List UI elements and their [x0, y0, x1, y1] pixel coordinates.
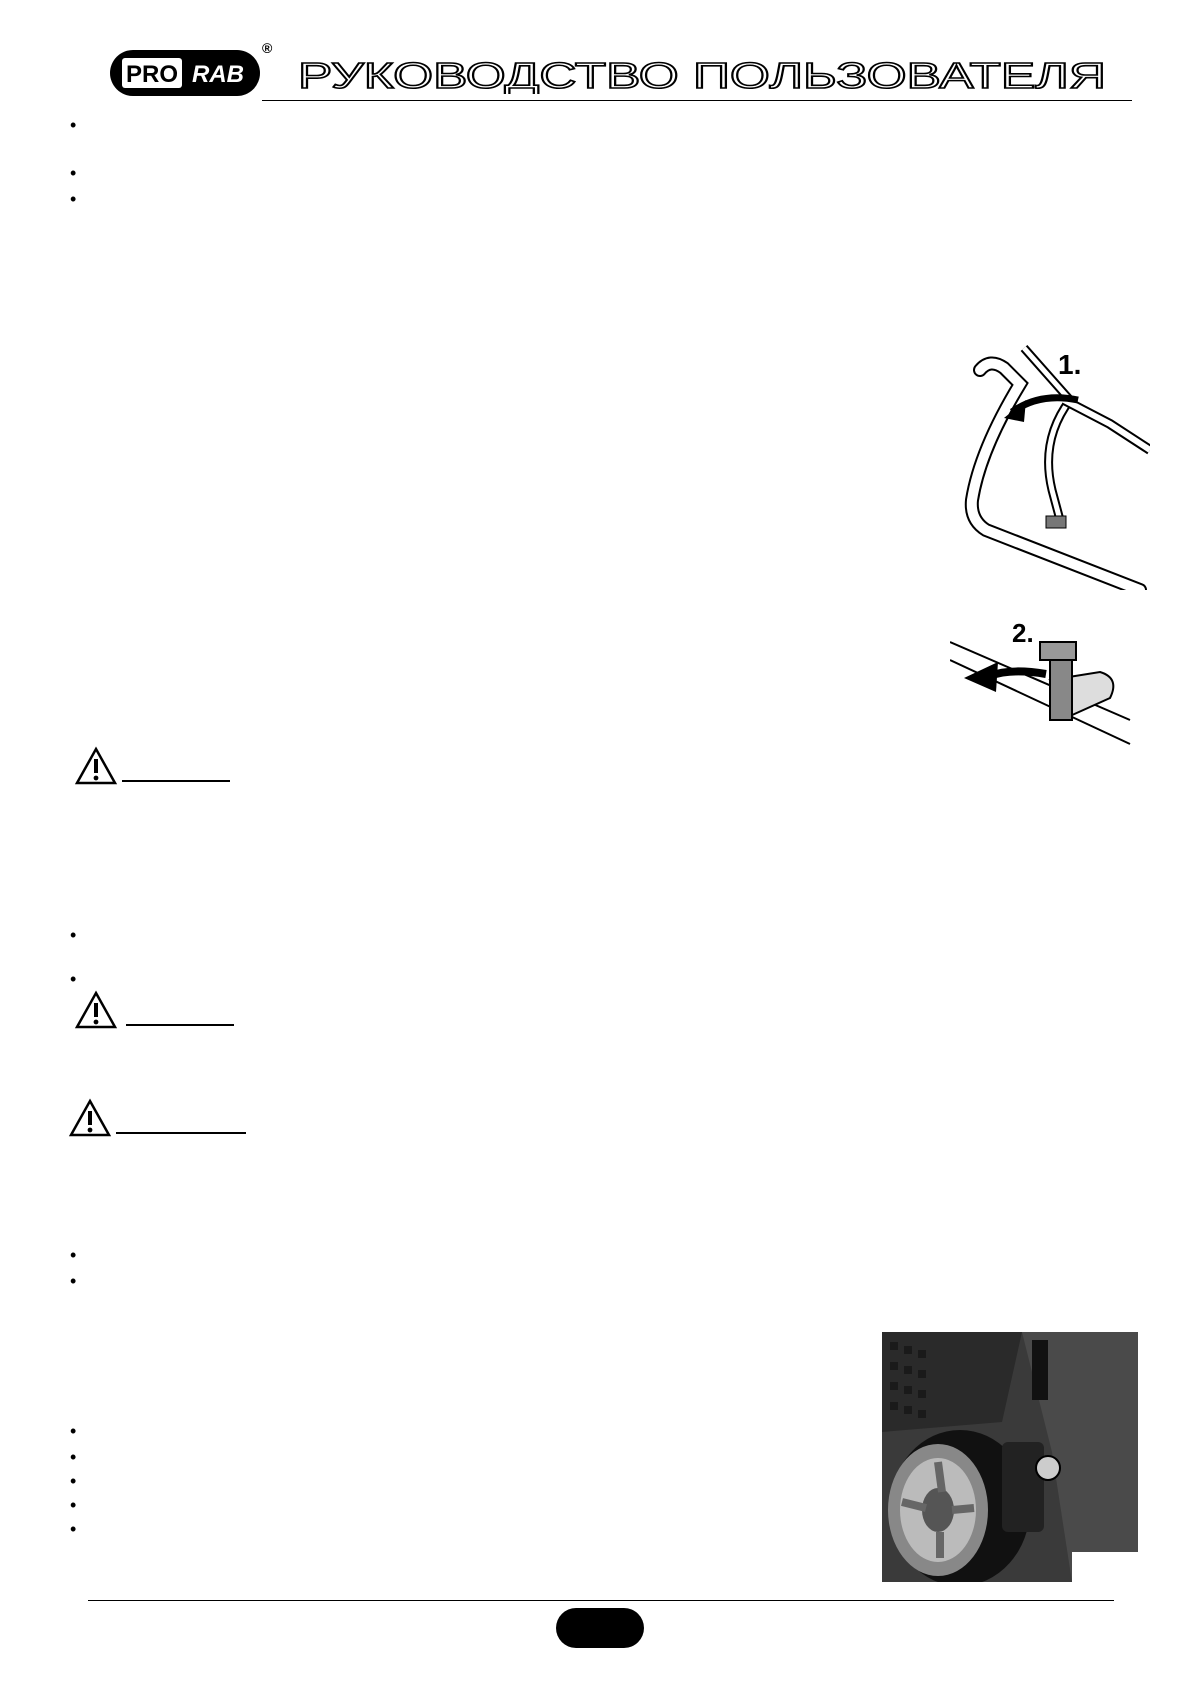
handle-fold-figure: [960, 340, 1150, 590]
brand-logo: [108, 44, 268, 100]
step1-label: 1.: [1058, 349, 1082, 380]
warning-triangle-icon: [74, 990, 118, 1030]
logo-pro-text: PRO: [125, 61, 179, 88]
bullet-icon: [70, 1524, 80, 1534]
bullet-icon: [70, 1426, 80, 1436]
bullet-icon: [70, 1276, 80, 1286]
bullet-icon: [70, 194, 80, 204]
warning-triangle-icon: [74, 746, 118, 786]
bullet-icon: [70, 930, 80, 940]
bullet-icon: [70, 120, 80, 130]
bullet-icon: [70, 1476, 80, 1486]
registered-mark: ®: [262, 40, 273, 56]
header-rule: [262, 100, 1132, 101]
bullet-icon: [70, 974, 80, 984]
bullet-icon: [70, 1500, 80, 1510]
page-title-text: РУКОВОДСТВО ПОЛЬЗОВАТЕЛЯ: [298, 55, 1106, 94]
knob-release-figure: [950, 620, 1140, 750]
step2-label: 2.: [1012, 620, 1034, 648]
warning-heading-underline: [116, 1132, 246, 1134]
page-number-badge: [556, 1608, 644, 1648]
logo-rab-text: RAB: [192, 61, 244, 88]
bullet-icon: [70, 168, 80, 178]
warning-triangle-icon: [68, 1098, 112, 1138]
wheel-height-adjust-photo: [882, 1332, 1138, 1582]
warning-heading-underline: [122, 780, 230, 782]
warning-heading-underline: [126, 1024, 234, 1026]
page-title: [298, 54, 1138, 94]
bullet-icon: [70, 1250, 80, 1260]
bullet-icon: [70, 1452, 80, 1462]
footer-rule: [88, 1600, 1114, 1601]
